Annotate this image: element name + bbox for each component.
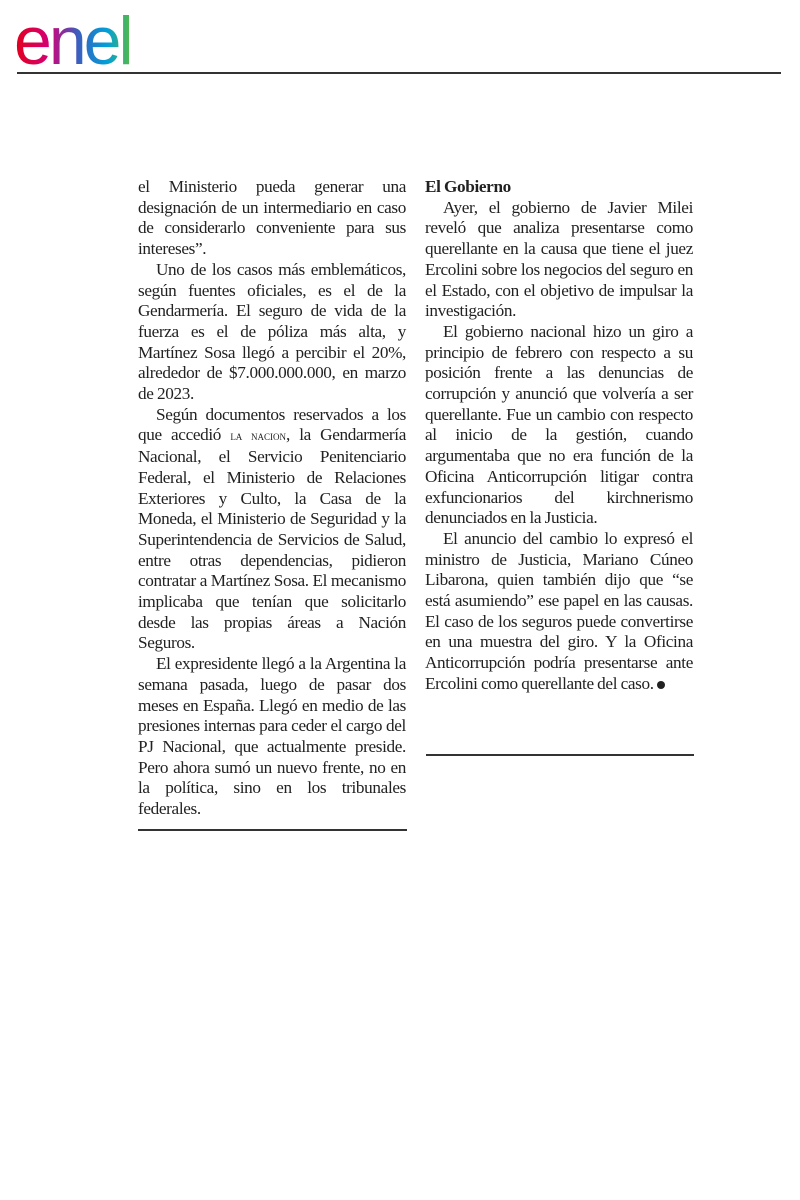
logo-wordmark: enel (14, 3, 131, 72)
left-paragraph-4: El expresidente llegó a la Argentina la semana pasada, luego de pasar dos meses en España. Llegó en medio de las presiones internas para ceder el cargo del PJ Nacional, que actualmente preside. Pero ahora sumó un nuevo frente, no en la política, sino en los tribunales federales. (138, 654, 406, 819)
left-paragraph-3-start: Según documentos reservados a los que accedió (138, 404, 406, 445)
left-paragraph-1: el Ministerio pueda generar una designación de un intermediario en caso de considerarlo conveniente para sus intereses”. (138, 177, 406, 259)
left-paragraph-2: Uno de los casos más emblemáticos, según fuentes oficiales, es el de la Gendarmería. El seguro de vida de la fuerza es el de póliza más alta, y Martínez Sosa llegó a percibir el 20%, alrededor de $7.000.000.000, en marzo de 2023. (138, 259, 406, 404)
enel-logo (12, 2, 192, 72)
right-column-end-rule (426, 754, 694, 756)
end-mark-icon (657, 681, 665, 689)
article-column-left (138, 177, 406, 820)
right-paragraph-2: El gobierno nacional hizo un giro a principio de febrero con respecto a su posición frente a las denuncias de corrupción y anunció que volvería a ser querellante. Fue un cambio con respecto al inicio de la gestión, cuando argumentaba que no era función de la Oficina Anticorrupción litigar contra exfuncionarios del kirchnerismo denunciados en la Justicia. (425, 321, 693, 528)
left-paragraph-3-end: , la Gendarmería Nacional, el Servicio Penitenciario Federal, el Ministerio de Relaciones Exteriores y Culto, la Casa de la Moneda, el Ministerio de Seguridad y la Superintendencia de Servicios de Salud, entre otras dependencias, pidieron contratar a Martínez Sosa. El mecanismo implicaba que tenían que solicitarlo desde las propias áreas a Nación Seguros. (138, 425, 407, 653)
right-paragraph-3-text: El anuncio del cambio lo expresó el ministro de Justicia, Mariano Cúneo Libarona, quien también dijo que “se está asumiendo” ese papel en las causas. El caso de los seguros puede convertirse en una muestra del giro. Y la Oficina Anticorrupción podría presentarse ante Ercolini como querellante del caso. (425, 528, 693, 693)
outlet-name: la nacion (230, 428, 286, 444)
section-subhead: El Gobierno (425, 177, 511, 196)
left-column-end-rule (138, 829, 407, 831)
article-column-right (425, 177, 693, 695)
right-paragraph-3 (425, 529, 693, 695)
right-paragraph-1: Ayer, el gobierno de Javier Milei reveló que analiza presentarse como querellante en la causa que tiene el juez Ercolini sobre los negocios del seguro en el Estado, con el objetivo de impulsar la investigación. (425, 197, 693, 321)
header-rule (17, 72, 781, 74)
left-paragraph-3 (138, 405, 406, 654)
